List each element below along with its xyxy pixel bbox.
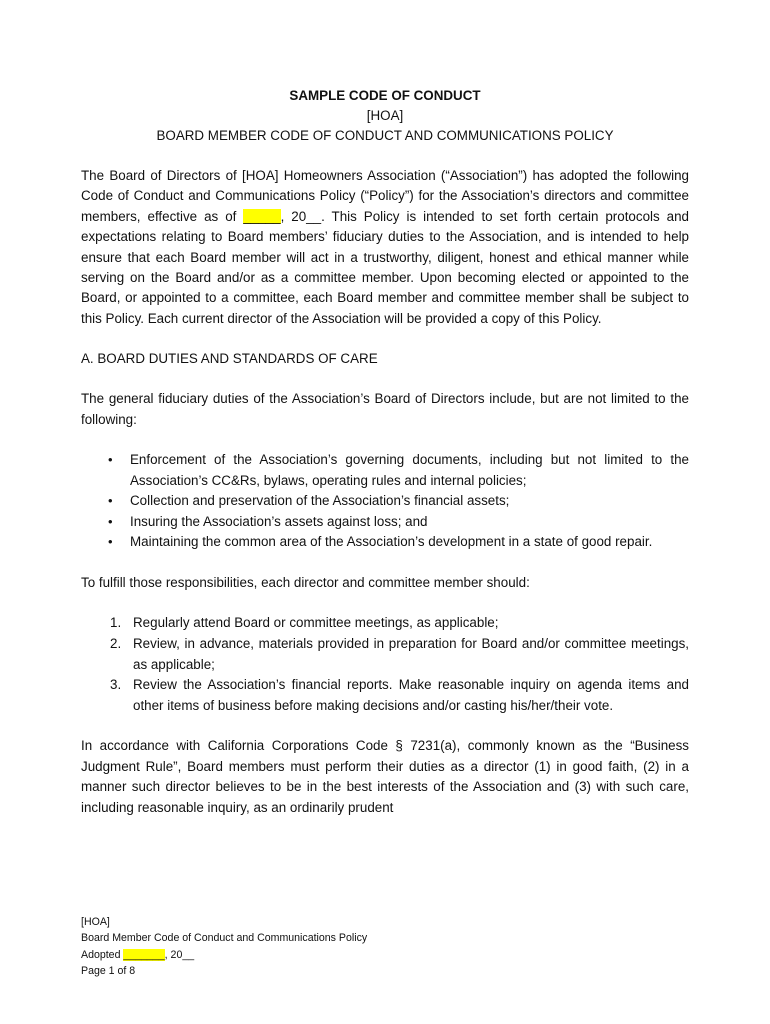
document-heading bbox=[81, 86, 689, 146]
responsibility-text: Review, in advance, materials provided in preparation for Board and/or committee meetings, as applicable; bbox=[133, 636, 689, 672]
duty-list-item bbox=[81, 491, 689, 512]
page-footer bbox=[81, 914, 367, 979]
duty-list-item bbox=[81, 532, 689, 553]
responsibility-text: Regularly attend Board or committee meetings, as applicable; bbox=[133, 615, 499, 631]
document-body bbox=[81, 86, 689, 818]
responsibility-text: Review the Association’s financial reports. Make reasonable inquiry on agenda items and other items of business before making decisions and/or casting his/her/their vote. bbox=[133, 677, 689, 713]
bullet-icon: • bbox=[108, 513, 113, 529]
document-subtitle: BOARD MEMBER CODE OF CONDUCT AND COMMUNICATIONS POLICY bbox=[156, 128, 614, 143]
footer-hoa: [HOA] bbox=[81, 916, 110, 928]
footer-adopted-blank: _______ bbox=[123, 948, 165, 961]
bullet-icon: • bbox=[108, 534, 113, 550]
intro-paragraph bbox=[81, 166, 689, 329]
effective-date-blank: _____ bbox=[243, 208, 281, 224]
duty-list-item bbox=[81, 512, 689, 533]
duties-bullet-list bbox=[81, 450, 689, 553]
footer-adopted-label: Adopted bbox=[81, 948, 124, 961]
duty-text: Insuring the Association’s assets against loss; and bbox=[130, 513, 428, 529]
duty-text: Collection and preservation of the Association’s financial assets; bbox=[130, 493, 510, 509]
list-number: 3. bbox=[110, 677, 122, 693]
duties-intro-paragraph: The general fiduciary duties of the Association’s Board of Directors include, but are not limited to the following: bbox=[81, 391, 689, 427]
fulfill-intro-paragraph: To fulfill those responsibilities, each director and committee member should: bbox=[81, 575, 530, 591]
hoa-placeholder: [HOA] bbox=[366, 108, 404, 123]
footer-page-number: Page 1 of 8 bbox=[81, 964, 136, 977]
section-a-heading: A. BOARD DUTIES AND STANDARDS OF CARE bbox=[81, 351, 378, 367]
duty-text: Maintaining the common area of the Association’s development in a state of good repair. bbox=[130, 534, 653, 550]
intro-text-part1: The Board of Directors of [HOA] Homeowners Association (“Association”) has adopted the following Code of Conduct and Communications Policy (“Policy”) for the Association’s directors and committee members, effective as of bbox=[81, 168, 689, 224]
document-title: SAMPLE CODE OF CONDUCT bbox=[289, 88, 481, 103]
duty-text: Enforcement of the Association’s governing documents, including but not limited to the Association’s CC&Rs, bylaws, operating rules and internal policies; bbox=[130, 452, 689, 488]
bullet-icon: • bbox=[108, 452, 113, 468]
business-judgment-paragraph: In accordance with California Corporations Code § 7231(a), commonly known as the “Business Judgment Rule”, Board members must perform their duties as a director (1) in good faith, (2) in a manner such director believes to be in the best interests of the Association and (3) with such care, including reasonable inquiry, as an ordinarily prudent bbox=[81, 738, 689, 815]
bullet-icon: • bbox=[108, 493, 113, 509]
footer-adopted-year: , 20__ bbox=[164, 948, 195, 961]
list-number: 2. bbox=[110, 636, 122, 652]
list-number: 1. bbox=[110, 615, 122, 631]
responsibility-list-item bbox=[81, 634, 689, 675]
duty-list-item bbox=[81, 450, 689, 491]
responsibility-list-item bbox=[81, 613, 689, 634]
responsibilities-numbered-list bbox=[81, 613, 689, 716]
footer-adopted-line bbox=[81, 947, 367, 963]
intro-text-part2: , 20__. This Policy is intended to set forth certain protocols and expectations relating to Board members’ fiduciary duties to the Association, and is intended to help ensure that each Board member will act in a trustworthy, diligent, honest and ethical manner while serving on the Board and/or as a committee member. Upon becoming elected or appointed to the Board, or appointed to a committee, each Board member and committee member shall be subject to this Policy. Each current director of the Association will be provided a copy of this Policy. bbox=[81, 208, 690, 326]
footer-doc-title: Board Member Code of Conduct and Communications Policy bbox=[81, 932, 368, 945]
responsibility-list-item bbox=[81, 675, 689, 716]
